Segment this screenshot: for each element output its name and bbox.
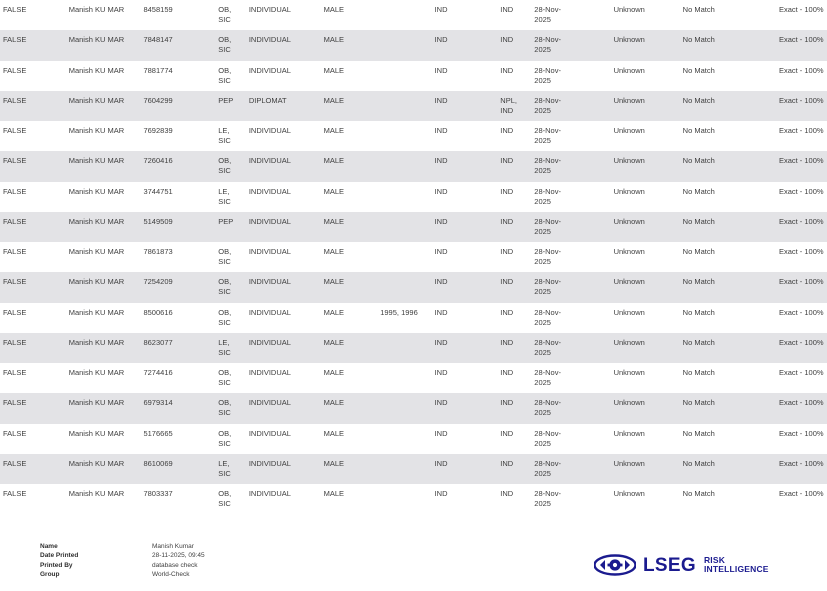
cell-list-code: OB, SIC xyxy=(215,393,246,423)
cell-country-1: IND xyxy=(432,454,498,484)
cell-name: Manish KU MAR xyxy=(66,393,141,423)
cell-flag: FALSE xyxy=(0,30,66,60)
cell-country-1: IND xyxy=(432,484,498,514)
cell-category: INDIVIDUAL xyxy=(246,242,321,272)
lseg-risk-intelligence-logo xyxy=(594,552,769,578)
cell-years xyxy=(377,121,431,151)
footer-field-row xyxy=(40,542,205,551)
cell-spacer xyxy=(565,484,610,514)
footer-metadata xyxy=(40,542,205,580)
cell-years xyxy=(377,0,431,30)
lseg-logo-icon xyxy=(594,552,636,578)
cell-gender: MALE xyxy=(321,484,378,514)
cell-years xyxy=(377,393,431,423)
footer-field-value: Manish Kumar xyxy=(152,543,194,550)
cell-name: Manish KU MAR xyxy=(66,272,141,302)
cell-record-id: 8500616 xyxy=(140,303,215,333)
cell-spacer xyxy=(565,182,610,212)
cell-match-type: Exact - 100% xyxy=(776,424,827,454)
cell-match-type: Exact - 100% xyxy=(776,484,827,514)
cell-name: Manish KU MAR xyxy=(66,212,141,242)
cell-country-1: IND xyxy=(432,182,498,212)
cell-date: 28-Nov-2025 xyxy=(531,393,565,423)
cell-category: INDIVIDUAL xyxy=(246,0,321,30)
cell-name: Manish KU MAR xyxy=(66,30,141,60)
cell-match-type: Exact - 100% xyxy=(776,242,827,272)
cell-status: Unknown xyxy=(611,61,680,91)
footer-field-label: Name xyxy=(40,543,58,550)
footer-field-label: Printed By xyxy=(40,561,73,569)
cell-match-result: No Match xyxy=(680,0,776,30)
cell-flag: FALSE xyxy=(0,393,66,423)
cell-list-code: LE, SIC xyxy=(215,121,246,151)
cell-list-code: OB, SIC xyxy=(215,424,246,454)
cell-category: INDIVIDUAL xyxy=(246,30,321,60)
cell-status: Unknown xyxy=(611,424,680,454)
cell-spacer xyxy=(565,0,610,30)
cell-record-id: 5149509 xyxy=(140,212,215,242)
cell-date: 28-Nov-2025 xyxy=(531,363,565,393)
cell-years xyxy=(377,484,431,514)
table-row xyxy=(0,212,827,242)
cell-date: 28-Nov-2025 xyxy=(531,333,565,363)
cell-gender: MALE xyxy=(321,424,378,454)
cell-years xyxy=(377,272,431,302)
cell-list-code: OB, SIC xyxy=(215,242,246,272)
table-row xyxy=(0,0,827,30)
cell-name: Manish KU MAR xyxy=(66,363,141,393)
cell-match-type: Exact - 100% xyxy=(776,61,827,91)
cell-country-2: IND xyxy=(497,272,531,302)
cell-category: INDIVIDUAL xyxy=(246,151,321,181)
cell-category: INDIVIDUAL xyxy=(246,393,321,423)
cell-match-result: No Match xyxy=(680,272,776,302)
cell-name: Manish KU MAR xyxy=(66,182,141,212)
cell-name: Manish KU MAR xyxy=(66,61,141,91)
cell-country-2: IND xyxy=(497,121,531,151)
table-row xyxy=(0,303,827,333)
cell-match-type: Exact - 100% xyxy=(776,393,827,423)
table-row xyxy=(0,454,827,484)
cell-spacer xyxy=(565,424,610,454)
cell-name: Manish KU MAR xyxy=(66,303,141,333)
cell-status: Unknown xyxy=(611,484,680,514)
cell-match-type: Exact - 100% xyxy=(776,454,827,484)
cell-list-code: OB, SIC xyxy=(215,0,246,30)
cell-record-id: 6979314 xyxy=(140,393,215,423)
cell-years xyxy=(377,454,431,484)
brand-tagline-line1: RISK xyxy=(703,554,726,565)
cell-status: Unknown xyxy=(611,272,680,302)
cell-gender: MALE xyxy=(321,151,378,181)
cell-flag: FALSE xyxy=(0,91,66,121)
cell-record-id: 7848147 xyxy=(140,30,215,60)
cell-gender: MALE xyxy=(321,91,378,121)
cell-country-1: IND xyxy=(432,393,498,423)
table-row xyxy=(0,121,827,151)
cell-country-2: IND xyxy=(497,0,531,30)
footer-field-row xyxy=(40,561,205,570)
cell-country-2: IND xyxy=(497,182,531,212)
cell-category: INDIVIDUAL xyxy=(246,212,321,242)
cell-name: Manish KU MAR xyxy=(66,0,141,30)
cell-status: Unknown xyxy=(611,30,680,60)
cell-country-2: IND xyxy=(497,151,531,181)
cell-flag: FALSE xyxy=(0,454,66,484)
cell-name: Manish KU MAR xyxy=(66,242,141,272)
cell-country-1: IND xyxy=(432,242,498,272)
cell-match-type: Exact - 100% xyxy=(776,91,827,121)
cell-gender: MALE xyxy=(321,454,378,484)
cell-list-code: PEP xyxy=(215,212,246,242)
cell-years xyxy=(377,30,431,60)
cell-list-code: OB, SIC xyxy=(215,272,246,302)
cell-flag: FALSE xyxy=(0,182,66,212)
cell-gender: MALE xyxy=(321,30,378,60)
cell-spacer xyxy=(565,151,610,181)
cell-name: Manish KU MAR xyxy=(66,121,141,151)
cell-spacer xyxy=(565,303,610,333)
cell-match-type: Exact - 100% xyxy=(776,212,827,242)
cell-status: Unknown xyxy=(611,91,680,121)
table-row xyxy=(0,30,827,60)
cell-years xyxy=(377,91,431,121)
cell-country-2: IND xyxy=(497,484,531,514)
cell-flag: FALSE xyxy=(0,363,66,393)
cell-date: 28-Nov-2025 xyxy=(531,0,565,30)
cell-list-code: OB, SIC xyxy=(215,30,246,60)
cell-match-result: No Match xyxy=(680,30,776,60)
cell-name: Manish KU MAR xyxy=(66,151,141,181)
table-row xyxy=(0,91,827,121)
table-row xyxy=(0,61,827,91)
cell-match-result: No Match xyxy=(680,242,776,272)
cell-spacer xyxy=(565,363,610,393)
cell-flag: FALSE xyxy=(0,212,66,242)
cell-date: 28-Nov-2025 xyxy=(531,182,565,212)
cell-country-2: IND xyxy=(497,303,531,333)
footer-field-label: Date Printed xyxy=(40,552,79,560)
cell-country-2: IND xyxy=(497,30,531,60)
cell-years xyxy=(377,242,431,272)
cell-date: 28-Nov-2025 xyxy=(531,61,565,91)
cell-status: Unknown xyxy=(611,242,680,272)
cell-name: Manish KU MAR xyxy=(66,484,141,514)
cell-date: 28-Nov-2025 xyxy=(531,484,565,514)
footer-field-row xyxy=(40,570,205,579)
cell-match-type: Exact - 100% xyxy=(776,363,827,393)
cell-date: 28-Nov-2025 xyxy=(531,303,565,333)
cell-flag: FALSE xyxy=(0,303,66,333)
cell-list-code: OB, SIC xyxy=(215,484,246,514)
cell-flag: FALSE xyxy=(0,0,66,30)
cell-country-1: IND xyxy=(432,0,498,30)
cell-spacer xyxy=(565,212,610,242)
cell-date: 28-Nov-2025 xyxy=(531,454,565,484)
cell-list-code: LE, SIC xyxy=(215,333,246,363)
cell-category: INDIVIDUAL xyxy=(246,272,321,302)
cell-record-id: 5176665 xyxy=(140,424,215,454)
cell-match-result: No Match xyxy=(680,454,776,484)
cell-status: Unknown xyxy=(611,363,680,393)
cell-date: 28-Nov-2025 xyxy=(531,121,565,151)
cell-status: Unknown xyxy=(611,303,680,333)
cell-flag: FALSE xyxy=(0,151,66,181)
cell-gender: MALE xyxy=(321,333,378,363)
cell-record-id: 7692839 xyxy=(140,121,215,151)
cell-country-1: IND xyxy=(432,151,498,181)
cell-date: 28-Nov-2025 xyxy=(531,30,565,60)
cell-category: INDIVIDUAL xyxy=(246,182,321,212)
cell-country-1: IND xyxy=(432,30,498,60)
cell-record-id: 7260416 xyxy=(140,151,215,181)
cell-years xyxy=(377,151,431,181)
cell-category: INDIVIDUAL xyxy=(246,121,321,151)
cell-spacer xyxy=(565,393,610,423)
cell-years xyxy=(377,212,431,242)
cell-gender: MALE xyxy=(321,0,378,30)
footer-field-value: World-Check xyxy=(152,571,190,579)
cell-record-id: 7881774 xyxy=(140,61,215,91)
cell-record-id: 8623077 xyxy=(140,333,215,363)
cell-years xyxy=(377,363,431,393)
cell-match-result: No Match xyxy=(680,182,776,212)
cell-flag: FALSE xyxy=(0,61,66,91)
cell-list-code: LE, SIC xyxy=(215,182,246,212)
cell-status: Unknown xyxy=(611,182,680,212)
cell-spacer xyxy=(565,61,610,91)
cell-country-2: IND xyxy=(497,333,531,363)
cell-years xyxy=(377,182,431,212)
cell-record-id: 7803337 xyxy=(140,484,215,514)
cell-list-code: OB, SIC xyxy=(215,303,246,333)
cell-country-1: IND xyxy=(432,61,498,91)
cell-category: INDIVIDUAL xyxy=(246,303,321,333)
cell-list-code: OB, SIC xyxy=(215,151,246,181)
table-row xyxy=(0,393,827,423)
cell-gender: MALE xyxy=(321,393,378,423)
cell-date: 28-Nov-2025 xyxy=(531,424,565,454)
cell-date: 28-Nov-2025 xyxy=(531,212,565,242)
footer-field-label: Group xyxy=(40,571,60,579)
cell-flag: FALSE xyxy=(0,333,66,363)
footer-field-row xyxy=(40,551,205,560)
cell-country-1: IND xyxy=(432,333,498,363)
cell-gender: MALE xyxy=(321,303,378,333)
cell-gender: MALE xyxy=(321,272,378,302)
cell-match-type: Exact - 100% xyxy=(776,303,827,333)
cell-name: Manish KU MAR xyxy=(66,91,141,121)
cell-record-id: 8458159 xyxy=(140,0,215,30)
cell-years xyxy=(377,61,431,91)
cell-status: Unknown xyxy=(611,454,680,484)
cell-gender: MALE xyxy=(321,182,378,212)
cell-date: 28-Nov-2025 xyxy=(531,272,565,302)
cell-country-2: IND xyxy=(497,424,531,454)
cell-match-type: Exact - 100% xyxy=(776,333,827,363)
cell-years xyxy=(377,333,431,363)
cell-match-type: Exact - 100% xyxy=(776,30,827,60)
cell-status: Unknown xyxy=(611,333,680,363)
cell-match-type: Exact - 100% xyxy=(776,0,827,30)
cell-gender: MALE xyxy=(321,212,378,242)
cell-record-id: 7274416 xyxy=(140,363,215,393)
table-row xyxy=(0,484,827,514)
cell-match-result: No Match xyxy=(680,303,776,333)
cell-country-2: IND xyxy=(497,393,531,423)
cell-category: INDIVIDUAL xyxy=(246,363,321,393)
cell-match-result: No Match xyxy=(680,424,776,454)
cell-match-result: No Match xyxy=(680,121,776,151)
cell-match-result: No Match xyxy=(680,61,776,91)
cell-country-2: IND xyxy=(497,454,531,484)
cell-match-result: No Match xyxy=(680,91,776,121)
cell-category: INDIVIDUAL xyxy=(246,484,321,514)
brand-name: LSEG xyxy=(643,554,696,576)
cell-years xyxy=(377,424,431,454)
cell-record-id: 7861873 xyxy=(140,242,215,272)
cell-gender: MALE xyxy=(321,61,378,91)
cell-country-1: IND xyxy=(432,424,498,454)
cell-match-type: Exact - 100% xyxy=(776,121,827,151)
cell-flag: FALSE xyxy=(0,424,66,454)
cell-match-type: Exact - 100% xyxy=(776,272,827,302)
cell-flag: FALSE xyxy=(0,272,66,302)
cell-country-2: NPL, IND xyxy=(497,91,531,121)
table-row xyxy=(0,151,827,181)
cell-name: Manish KU MAR xyxy=(66,454,141,484)
cell-category: INDIVIDUAL xyxy=(246,61,321,91)
cell-country-2: IND xyxy=(497,212,531,242)
cell-spacer xyxy=(565,30,610,60)
cell-years: 1995, 1996 xyxy=(377,303,431,333)
cell-country-1: IND xyxy=(432,303,498,333)
cell-country-1: IND xyxy=(432,212,498,242)
table-row xyxy=(0,182,827,212)
table-row xyxy=(0,424,827,454)
cell-category: INDIVIDUAL xyxy=(246,454,321,484)
cell-name: Manish KU MAR xyxy=(66,333,141,363)
footer-field-value: database check xyxy=(152,561,198,569)
cell-date: 28-Nov-2025 xyxy=(531,151,565,181)
cell-record-id: 7254209 xyxy=(140,272,215,302)
cell-list-code: LE, SIC xyxy=(215,454,246,484)
cell-status: Unknown xyxy=(611,212,680,242)
cell-country-1: IND xyxy=(432,363,498,393)
table-row xyxy=(0,242,827,272)
cell-country-2: IND xyxy=(497,61,531,91)
cell-match-result: No Match xyxy=(680,393,776,423)
cell-list-code: OB, SIC xyxy=(215,61,246,91)
cell-date: 28-Nov-2025 xyxy=(531,91,565,121)
cell-country-1: IND xyxy=(432,272,498,302)
cell-gender: MALE xyxy=(321,242,378,272)
table-row xyxy=(0,363,827,393)
cell-list-code: OB, SIC xyxy=(215,363,246,393)
cell-status: Unknown xyxy=(611,0,680,30)
cell-match-result: No Match xyxy=(680,484,776,514)
brand-tagline-line2: INTELLIGENCE xyxy=(703,564,769,574)
footer-field-value: 28-11-2025, 09:45 xyxy=(152,552,205,560)
cell-spacer xyxy=(565,91,610,121)
cell-flag: FALSE xyxy=(0,121,66,151)
cell-gender: MALE xyxy=(321,363,378,393)
cell-country-1: IND xyxy=(432,91,498,121)
cell-spacer xyxy=(565,121,610,151)
table-row xyxy=(0,333,827,363)
cell-match-result: No Match xyxy=(680,333,776,363)
cell-category: INDIVIDUAL xyxy=(246,424,321,454)
cell-spacer xyxy=(565,454,610,484)
cell-country-2: IND xyxy=(497,363,531,393)
cell-category: INDIVIDUAL xyxy=(246,333,321,363)
cell-spacer xyxy=(565,333,610,363)
cell-match-type: Exact - 100% xyxy=(776,151,827,181)
cell-match-type: Exact - 100% xyxy=(776,182,827,212)
cell-record-id: 7604299 xyxy=(140,91,215,121)
cell-flag: FALSE xyxy=(0,242,66,272)
cell-gender: MALE xyxy=(321,121,378,151)
cell-category: DIPLOMAT xyxy=(246,91,321,121)
cell-record-id: 3744751 xyxy=(140,182,215,212)
cell-list-code: PEP xyxy=(215,91,246,121)
cell-match-result: No Match xyxy=(680,363,776,393)
cell-date: 28-Nov-2025 xyxy=(531,242,565,272)
cell-match-result: No Match xyxy=(680,212,776,242)
report-footer xyxy=(0,527,827,591)
cell-spacer xyxy=(565,242,610,272)
cell-match-result: No Match xyxy=(680,151,776,181)
cell-country-2: IND xyxy=(497,242,531,272)
cell-status: Unknown xyxy=(611,121,680,151)
cell-record-id: 8610069 xyxy=(140,454,215,484)
cell-country-1: IND xyxy=(432,121,498,151)
cell-status: Unknown xyxy=(611,393,680,423)
cell-status: Unknown xyxy=(611,151,680,181)
cell-spacer xyxy=(565,272,610,302)
cell-name: Manish KU MAR xyxy=(66,424,141,454)
table-row xyxy=(0,272,827,302)
cell-flag: FALSE xyxy=(0,484,66,514)
